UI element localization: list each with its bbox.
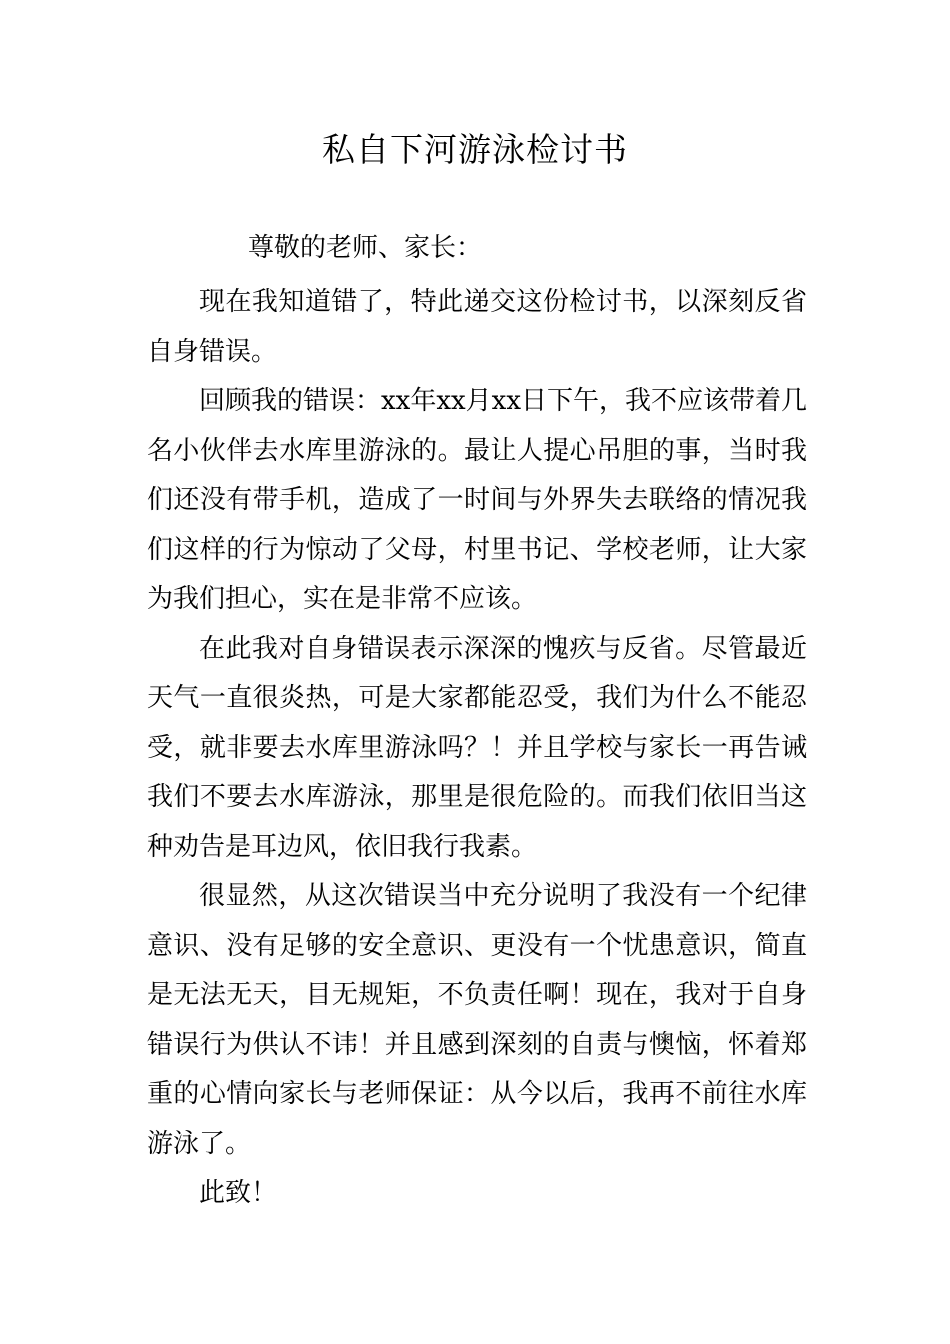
paragraph: 现在我知道错了，特此递交这份检讨书，以深刻反省自身错误。 bbox=[147, 287, 807, 367]
document-body bbox=[147, 278, 807, 1219]
paragraph: 回顾我的错误：xx年xx月xx日下午，我不应该带着几名小伙伴去水库里游泳的。最让人提心吊胆的事，当时我们还没有带手机，造成了一时间与外界失去联络的情况我们这样的行为惊动了父母，村里书记、学校老师，让大家为我们担心，实在是非常不应该。 bbox=[147, 386, 807, 614]
closing-line: 此致！ bbox=[199, 1178, 278, 1208]
salutation: 尊敬的老师、家长： bbox=[248, 233, 483, 263]
document-title: 私自下河游泳检讨书 bbox=[322, 130, 628, 169]
paragraph: 在此我对自身错误表示深深的愧疚与反省。尽管最近天气一直很炎热，可是大家都能忍受，我们为什么不能忍受，就非要去水库里游泳吗？！并且学校与家长一再告诫我们不要去水库游泳，那里是很危险的。而我们依旧当这种劝告是耳边风，依旧我行我素。 bbox=[147, 633, 807, 862]
paragraph: 很显然，从这次错误当中充分说明了我没有一个纪律意识、没有足够的安全意识、更没有一个忧患意识，简直是无法无天，目无规矩，不负责任啊！现在，我对于自身错误行为供认不讳！并且感到深刻的自责与懊恼，怀着郑重的心情向家长与老师保证：从今以后，我再不前往水库游泳了。 bbox=[147, 881, 807, 1159]
